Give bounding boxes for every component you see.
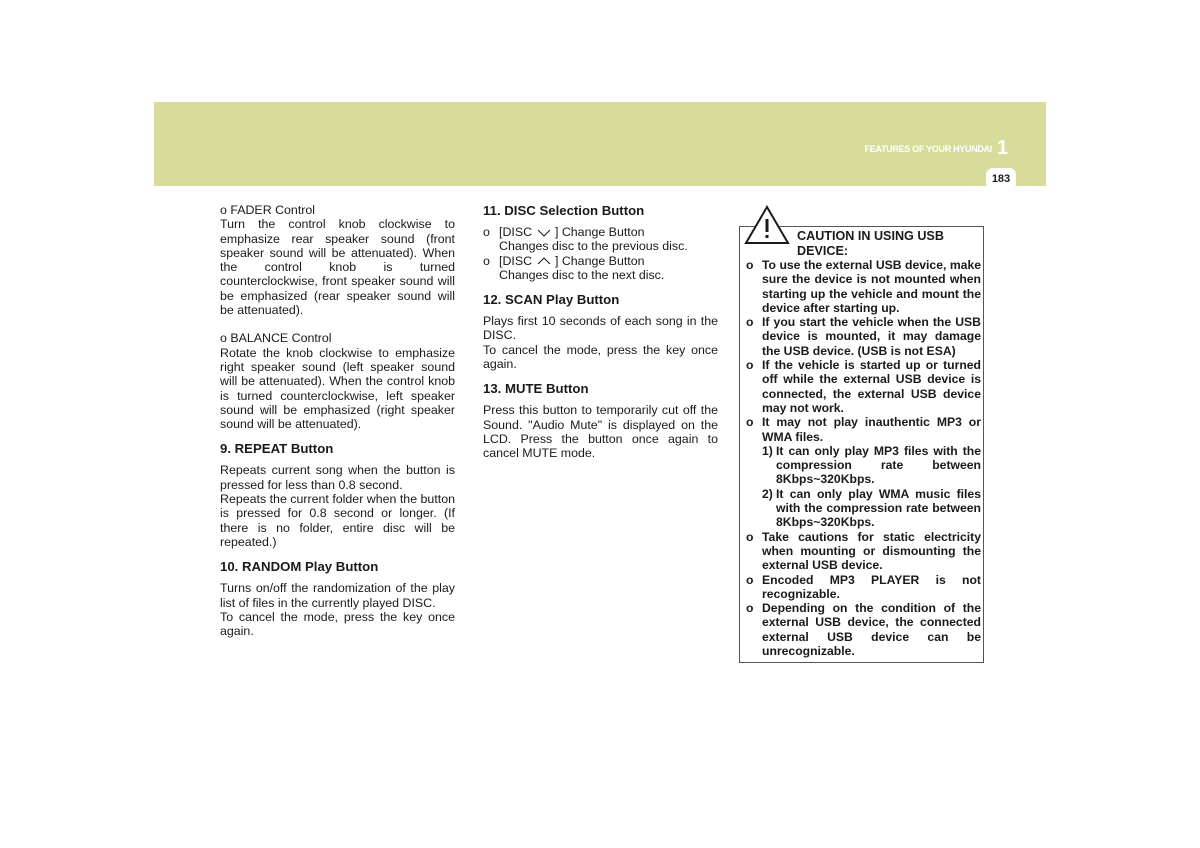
header-band: [154, 102, 1046, 186]
random-text-2: To cancel the mode, press the key once again.: [220, 609, 455, 639]
caution-sub-text: It can only play MP3 files with the compression rate between 8Kbps~320Kbps.: [776, 443, 981, 487]
caution-item-text: It may not play inauthentic MP3 or WMA files.: [762, 415, 981, 444]
disc-label-before: [DISC: [499, 253, 533, 268]
scan-heading: 12. SCAN Play Button: [483, 292, 620, 308]
repeat-text-2: Repeats the current folder when the button is pressed for 0.8 second or longer. (If there is no folder, entire disc will be repeated.): [220, 492, 455, 549]
caution-title: CAUTION IN USING USB DEVICE:: [797, 229, 944, 258]
repeat-heading: 9. REPEAT Button: [220, 441, 334, 457]
caution-item: [746, 258, 981, 315]
balance-text: Rotate the knob clockwise to emphasize right speaker sound (left speaker sound will be attenuated). When the control knob is turned counterclockwise, left speaker sound will be emphasized (right speaker sound will be attenuated).: [220, 345, 455, 432]
caution-item-text: If you start the vehicle when the USB device is mounted, it may damage the USB device. (USB is not ESA): [762, 315, 981, 358]
bullet: o: [746, 529, 754, 544]
disc-desc: Changes disc to the previous disc.: [499, 239, 688, 254]
caution-item: [746, 601, 981, 658]
caution-item: [746, 358, 981, 415]
disc-label-before: [DISC: [499, 225, 533, 239]
disc-heading: 11. DISC Selection Button: [483, 203, 645, 218]
bullet: o: [746, 601, 754, 616]
page-number: 183: [986, 168, 1016, 190]
bullet: o: [746, 572, 754, 587]
caution-item-text: Encoded MP3 PLAYER is not recognizable.: [762, 572, 981, 601]
caution-list: [746, 258, 981, 658]
fader-heading: o FADER Control: [220, 203, 316, 217]
caution-item-text: Depending on the condition of the external USB device, the connected external USB device can be unrecognizable.: [762, 601, 981, 659]
middle-column: [483, 203, 718, 461]
caution-item: [746, 573, 981, 602]
scan-text-2: To cancel the mode, press the key once again.: [483, 342, 718, 372]
fader-text: Turn the control knob clockwise to emphasize rear speaker sound (front speaker sound will be attenuated). When the control knob is turned counterclockwise, front speaker sound will be emphasized (rear speaker sound will be attenuated).: [220, 217, 455, 318]
caution-item: [746, 315, 981, 358]
disc-label-after: ] Change Button: [554, 253, 645, 268]
bullet: o: [746, 315, 754, 330]
disc-label-after: ] Change Button: [554, 225, 645, 239]
disc-item: [483, 225, 718, 254]
bullet: o: [483, 253, 490, 268]
bullet: o: [746, 258, 754, 272]
repeat-text-1: Repeats current song when the button is pressed for less than 0.8 second.: [220, 463, 455, 492]
caution-sub-item: [762, 487, 981, 530]
disc-desc: Changes disc to the next disc.: [499, 267, 665, 282]
warning-triangle-icon: [744, 205, 790, 245]
bullet: o: [746, 358, 754, 373]
scan-text-1: Plays first 10 seconds of each song in the DISC.: [483, 314, 718, 343]
caution-sub-item: [762, 444, 981, 487]
caution-item: [746, 530, 981, 573]
bullet: o: [483, 225, 490, 239]
caution-item-text: Take cautions for static electricity when mounting or dismounting the external USB device.: [762, 529, 981, 573]
random-text-1: Turns on/off the randomization of the play list of files in the currently played DISC.: [220, 581, 455, 610]
chapter-number: 1: [996, 137, 1008, 159]
bullet: o: [746, 415, 754, 430]
caution-sub-text: It can only play WMA music files with the compression rate between 8Kbps~320Kbps.: [776, 486, 981, 530]
disc-item: [483, 254, 718, 283]
section-title: FEATURES OF YOUR HYUNDAI: [864, 144, 992, 154]
left-column: [220, 203, 455, 638]
sub-number: 2): [762, 486, 773, 501]
mute-text: Press this button to temporarily cut off the Sound. "Audio Mute" is displayed on the LCD. Press the button once again to cancel MUTE mode.: [483, 403, 718, 461]
mute-heading: 13. MUTE Button: [483, 381, 589, 397]
caution-item-text: To use the external USB device, make sure the device is not mounted when starting up the vehicle and mount the device after starting up.: [762, 258, 981, 315]
random-heading: 10. RANDOM Play Button: [220, 559, 379, 575]
caution-item: [746, 415, 981, 444]
sub-number: 1): [762, 443, 773, 458]
chevron-up-icon: [537, 257, 551, 265]
caution-item-text: If the vehicle is started up or turned off while the external USB device is connected, the external USB device may not work.: [762, 358, 981, 415]
chevron-down-icon: [537, 229, 551, 237]
balance-heading: o BALANCE Control: [220, 331, 332, 346]
